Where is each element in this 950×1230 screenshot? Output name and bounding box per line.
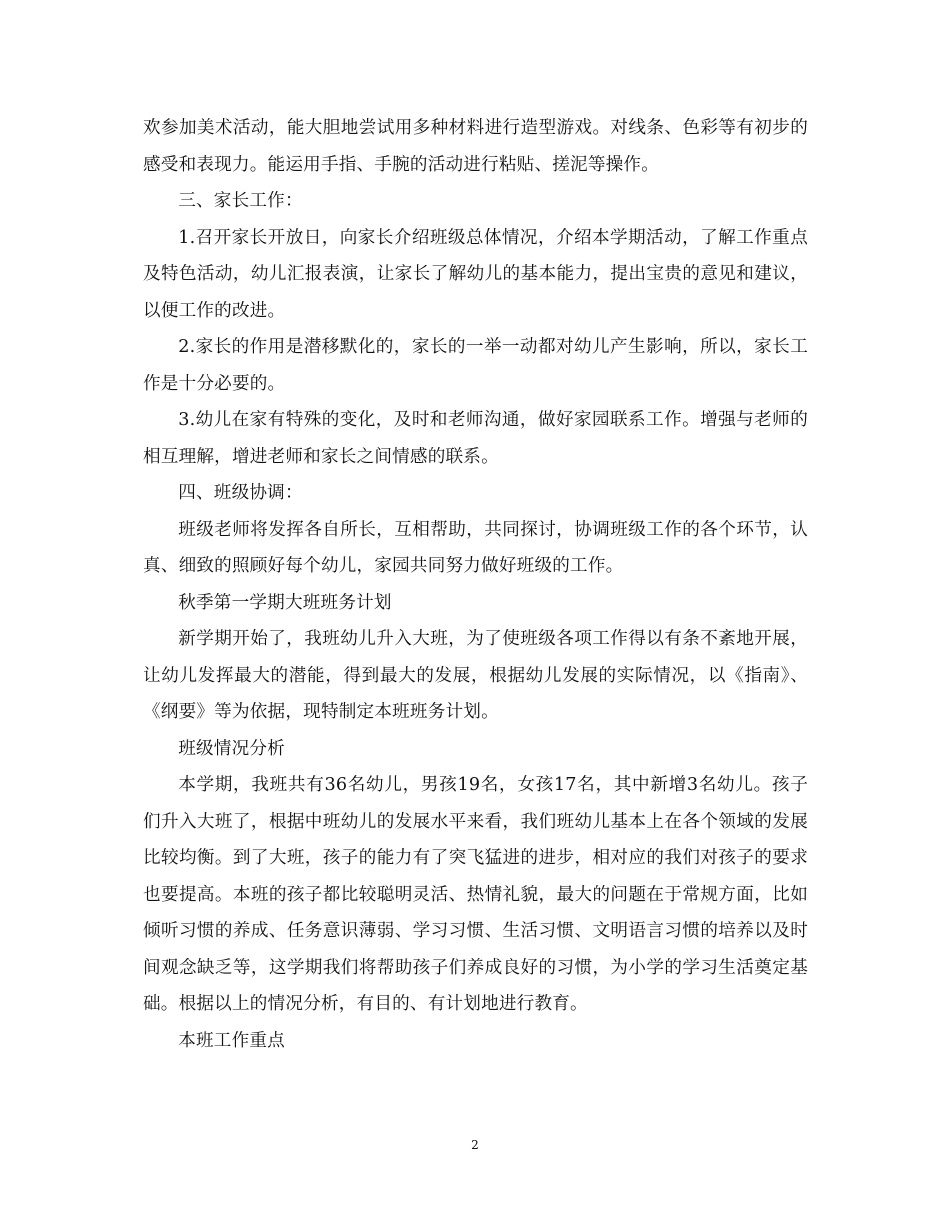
paragraph-art-activities: 欢参加美术活动，能大胆地尝试用多种材料进行造型游戏。对线条、色彩等有初步的感受和表现力。能运用手指、手腕的活动进行粘贴、搓泥等操作。 [143, 118, 808, 175]
heading-parent-work: 三、家长工作： [178, 191, 303, 211]
paragraph-home-communication: 3.幼儿在家有特殊的变化，及时和老师沟通，做好家园联系工作。增强与老师的相互理解，增进老师和家长之间情感的联系。 [143, 410, 808, 467]
paragraph-parent-influence: 2.家长的作用是潜移默化的，家长的一举一动都对幼儿产生影响，所以，家长工作是十分必要的。 [143, 337, 808, 394]
document-body [143, 110, 808, 1059]
paragraph-semester-intro: 新学期开始了，我班幼儿升入大班，为了使班级各项工作得以有条不紊地开展，让幼儿发挥最大的潜能，得到最大的发展，根据幼儿发展的实际情况，以《指南》、《纲要》等为依据，现特制定本班班务计划。 [143, 629, 808, 722]
heading-work-focus: 本班工作重点 [178, 1030, 285, 1051]
heading-class-analysis: 班级情况分析 [178, 738, 285, 759]
heading-semester-plan: 秋季第一学期大班班务计划 [178, 592, 392, 613]
page-number: 2 [471, 1138, 479, 1152]
paragraph-class-analysis: 本学期，我班共有36名幼儿，男孩19名，女孩17名，其中新增3名幼儿。孩子们升入大班了，根据中班幼儿的发展水平来看，我们班幼儿基本上在各个领域的发展比较均衡。到了大班，孩子的能力有了突飞猛进的进步，相对应的我们对孩子的要求也要提高。本班的孩子都比较聪明灵活、热情礼貌，最大的问题在于常规方面，比如倾听习惯的养成、任务意识薄弱、学习习惯、生活习惯、文明语言习惯的培养以及时间观念缺乏等，这学期我们将帮助孩子们养成良好的习惯，为小学的学习生活奠定基础。根据以上的情况分析，有目的、有计划地进行教育。 [143, 775, 808, 1014]
heading-class-coordination: 四、班级协调： [178, 483, 303, 503]
paragraph-parent-open-day: 1.召开家长开放日，向家长介绍班级总体情况，介绍本学期活动，了解工作重点及特色活动，幼儿汇报表演，让家长了解幼儿的基本能力，提出宝贵的意见和建议，以便工作的改进。 [143, 227, 808, 321]
paragraph-teacher-cooperation: 班级老师将发挥各自所长，互相帮助，共同探讨，协调班级工作的各个环节，认真、细致的照顾好每个幼儿，家园共同努力做好班级的工作。 [143, 519, 808, 576]
